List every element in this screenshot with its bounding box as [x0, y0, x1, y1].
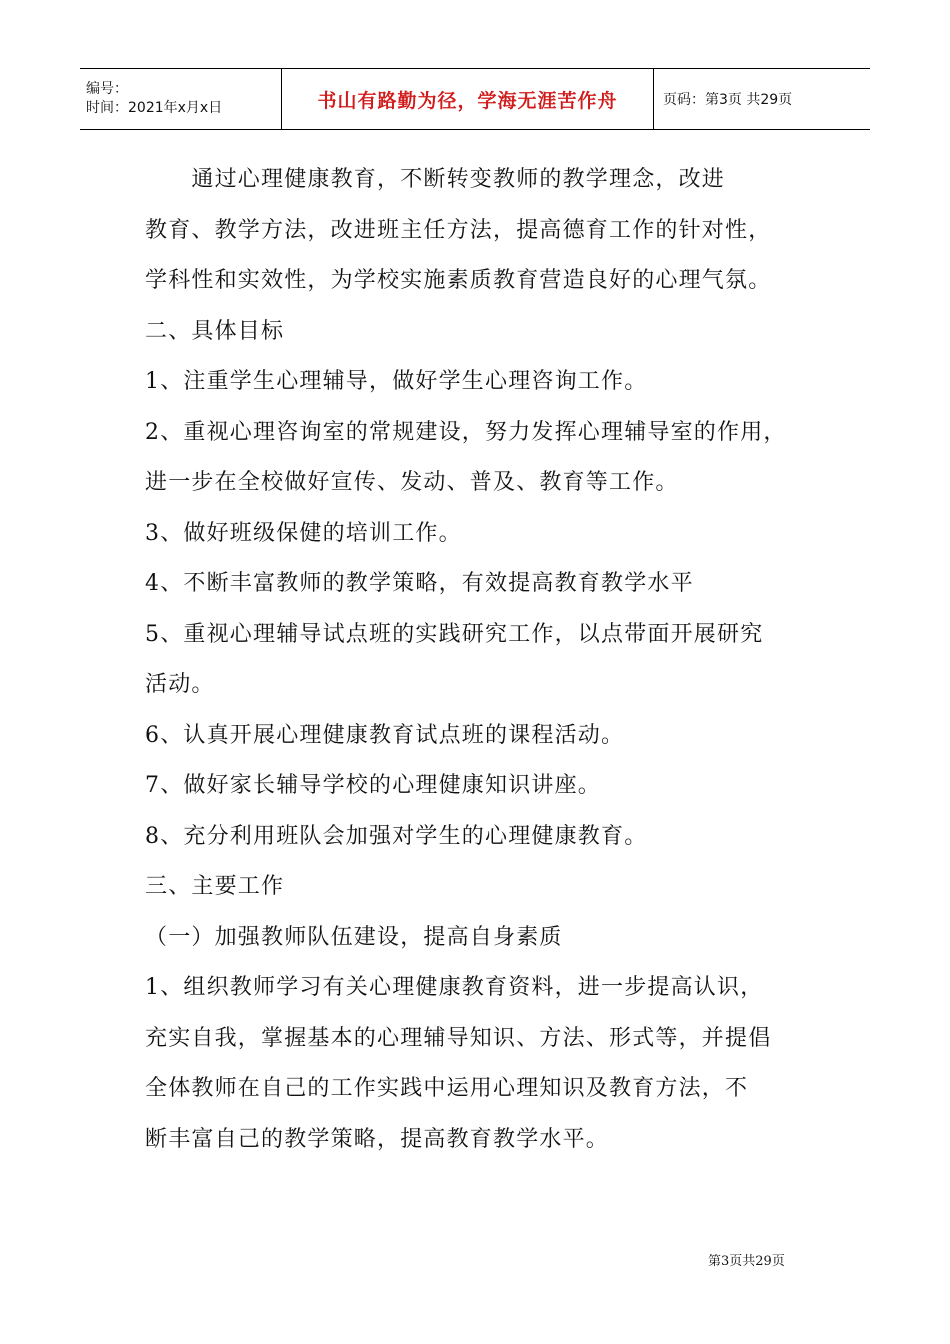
subsection-heading: （一）加强教师队伍建设，提高自身素质 [145, 924, 563, 950]
body-line: 学科性和实效性，为学校实施素质教育营造良好的心理气氛。 [145, 268, 772, 293]
section-heading: 二、具体目标 [145, 318, 285, 344]
body-line: 通过心理健康教育，不断转变教师的教学理念，改进 [145, 167, 726, 192]
time-label: 时间：2021年x月x日 [86, 100, 223, 116]
header-page-info [654, 69, 870, 129]
body-line: 5、重视心理辅导试点班的实践研究工作，以点带面开展研究 [145, 621, 764, 647]
number-label: 编号： [86, 81, 128, 97]
page-info-text: 页码：第3页 共29页 [663, 92, 793, 108]
body-line: 6、认真开展心理健康教育试点班的课程活动。 [145, 722, 625, 748]
body-line: 2、重视心理咨询室的常规建设，努力发挥心理辅导室的作用， [145, 419, 787, 445]
body-line: 断丰富自己的教学策略，提高教育教学水平。 [145, 1126, 610, 1152]
body-line: 全体教师在自己的工作实践中运用心理知识及教育方法，不 [145, 1076, 749, 1101]
page-footer [708, 1250, 785, 1269]
body-line: 8、充分利用班队会加强对学生的心理健康教育。 [145, 823, 648, 849]
header-motto [282, 69, 654, 129]
body-line: 3、做好班级保健的培训工作。 [145, 520, 462, 546]
section-heading: 三、主要工作 [145, 874, 285, 899]
body-line: 7、做好家长辅导学校的心理健康知识讲座。 [145, 773, 601, 798]
footer-page-number: 第3页共29页 [708, 1254, 785, 1269]
body-line: 4、不断丰富教师的教学策略，有效提高教育教学水平 [145, 571, 694, 596]
page-header [80, 68, 870, 130]
body-line: 1、注重学生心理辅导，做好学生心理咨询工作。 [145, 369, 648, 394]
body-line: 教育、教学方法，改进班主任方法，提高德育工作的针对性， [145, 217, 772, 243]
motto-text: 书山有路勤为径，学海无涯苦作舟 [317, 89, 618, 112]
body-line: 活动。 [145, 672, 215, 697]
document-body [145, 155, 825, 1165]
header-meta [80, 69, 282, 129]
body-line: 进一步在全校做好宣传、发动、普及、教育等工作。 [145, 470, 679, 495]
body-line: 充实自我，掌握基本的心理辅导知识、方法、形式等，并提倡 [145, 1025, 772, 1051]
body-line: 1、组织教师学习有关心理健康教育资料，进一步提高认识， [145, 975, 764, 1000]
